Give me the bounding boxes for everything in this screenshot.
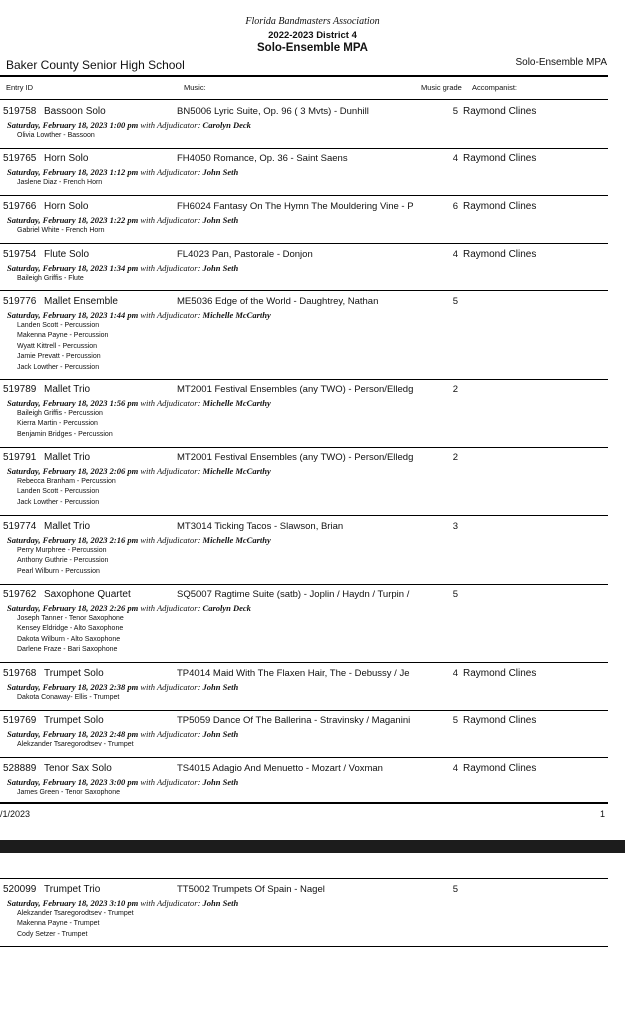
footer-page-number: 1 bbox=[600, 809, 606, 819]
performer: Wyatt Kittrell - Percussion bbox=[17, 342, 98, 350]
schedule-line bbox=[7, 603, 251, 613]
accompanist: Raymond Clines bbox=[463, 715, 537, 726]
performer: Jaslene Diaz - French Horn bbox=[17, 179, 103, 186]
org-name: Florida Bandmasters Association bbox=[245, 16, 380, 27]
schedule-line bbox=[7, 466, 271, 476]
schedule-time: Saturday, February 18, 2023 1:44 pm bbox=[7, 310, 139, 320]
schedule-with: with Adjudicator: bbox=[140, 682, 201, 692]
schedule-time: Saturday, February 18, 2023 1:56 pm bbox=[7, 398, 139, 408]
entry-divider bbox=[0, 148, 608, 149]
music-title: TT5002 Trumpets Of Spain - Nagel bbox=[177, 884, 325, 895]
performer: Rebecca Branham - Percussion bbox=[17, 478, 116, 485]
music-grade: 5 bbox=[452, 589, 458, 600]
music-grade: 5 bbox=[452, 106, 458, 117]
schedule-line bbox=[7, 263, 238, 273]
school-name: Baker County Senior High School bbox=[6, 58, 185, 72]
performer: Cody Setzer - Trumpet bbox=[17, 930, 88, 938]
accompanist: Raymond Clines bbox=[463, 106, 537, 117]
adjudicator-name: Carolyn Deck bbox=[202, 603, 251, 613]
performer: Perry Murphree - Percussion bbox=[17, 547, 107, 554]
entry-id: 528889 bbox=[3, 763, 37, 774]
schedule-with: with Adjudicator: bbox=[140, 167, 201, 177]
entry-divider bbox=[0, 710, 608, 711]
event-name: Solo-Ensemble MPA bbox=[515, 57, 607, 68]
entry-id: 519789 bbox=[3, 384, 37, 395]
entry-divider bbox=[0, 802, 608, 804]
col-accompanist: Accompanist: bbox=[472, 83, 518, 92]
performer: Anthony Guthrie - Percussion bbox=[17, 557, 109, 565]
music-grade: 5 bbox=[452, 715, 458, 726]
entry-divider bbox=[0, 584, 608, 585]
performer: Alekzander Tsaregorodtsev - Trumpet bbox=[17, 910, 134, 917]
performer: Jack Lowther - Percussion bbox=[17, 363, 100, 371]
performer: Gabriel White - French Horn bbox=[17, 227, 105, 234]
adjudicator-name: John Seth bbox=[202, 215, 239, 225]
music-grade: 4 bbox=[452, 249, 458, 260]
schedule-time: Saturday, February 18, 2023 1:00 pm bbox=[7, 120, 139, 130]
performer: Dakota Wilburn - Alto Saxophone bbox=[17, 635, 121, 643]
performer: Jamie Prevatt - Percussion bbox=[17, 353, 101, 361]
entry-type: Saxophone Quartet bbox=[44, 589, 131, 600]
schedule-line bbox=[7, 398, 271, 408]
music-title: FL4023 Pan, Pastorale - Donjon bbox=[177, 249, 313, 260]
schedule-with: with Adjudicator: bbox=[140, 215, 201, 225]
entry-id: 519769 bbox=[3, 715, 37, 726]
music-grade: 2 bbox=[452, 384, 458, 395]
music-grade: 4 bbox=[452, 668, 458, 679]
schedule-line bbox=[7, 729, 238, 739]
adjudicator-name: John Seth bbox=[202, 898, 239, 908]
schedule-time: Saturday, February 18, 2023 2:48 pm bbox=[7, 729, 139, 739]
performer: Jack Lowther - Percussion bbox=[17, 498, 100, 506]
music-title: TP5059 Dance Of The Ballerina - Stravinsky / Maganini bbox=[177, 715, 411, 726]
entry-divider bbox=[0, 946, 608, 947]
entry-type: Trumpet Solo bbox=[44, 715, 104, 726]
performer: Baileigh Griffis - Flute bbox=[17, 275, 84, 282]
entry-type: Mallet Trio bbox=[44, 384, 91, 395]
schedule-line bbox=[7, 535, 271, 545]
entry-id: 519768 bbox=[3, 668, 37, 679]
entry-divider bbox=[0, 290, 608, 291]
footer-date: /1/2023 bbox=[0, 809, 31, 819]
schedule-line bbox=[7, 682, 238, 692]
entry-divider bbox=[0, 447, 608, 448]
entry-divider bbox=[0, 662, 608, 663]
adjudicator-name: John Seth bbox=[202, 729, 239, 739]
schedule-with: with Adjudicator: bbox=[140, 603, 201, 613]
schedule-with: with Adjudicator: bbox=[140, 466, 201, 476]
schedule-line bbox=[7, 167, 238, 177]
music-title: MT2001 Festival Ensembles (any TWO) - Person/Elledg bbox=[177, 384, 414, 395]
adjudicator-name: Michelle McCarthy bbox=[202, 466, 271, 476]
accompanist: Raymond Clines bbox=[463, 668, 537, 679]
entry-id: 520099 bbox=[3, 884, 37, 895]
schedule-line bbox=[7, 898, 238, 908]
schedule-time: Saturday, February 18, 2023 2:26 pm bbox=[7, 603, 139, 613]
performer: Olivia Lowther - Bassoon bbox=[17, 132, 95, 139]
music-grade: 4 bbox=[452, 763, 458, 774]
entry-type: Horn Solo bbox=[44, 153, 89, 164]
music-grade: 5 bbox=[452, 884, 458, 895]
entry-type: Mallet Trio bbox=[44, 521, 91, 532]
entry-type: Horn Solo bbox=[44, 201, 89, 212]
header-rule bbox=[0, 75, 608, 77]
entry-id: 519766 bbox=[3, 201, 37, 212]
entry-type: Flute Solo bbox=[44, 249, 90, 260]
schedule-line bbox=[7, 120, 251, 130]
music-title: FH4050 Romance, Op. 36 - Saint Saens bbox=[177, 153, 348, 164]
performer: Makenna Payne - Percussion bbox=[17, 332, 109, 340]
entry-divider bbox=[0, 195, 608, 196]
accompanist: Raymond Clines bbox=[463, 201, 537, 212]
schedule-with: with Adjudicator: bbox=[140, 535, 201, 545]
adjudicator-name: John Seth bbox=[202, 682, 239, 692]
entry-id: 519758 bbox=[3, 106, 37, 117]
performer: Darlene Fraze - Bari Saxophone bbox=[17, 646, 118, 654]
entry-type: Mallet Trio bbox=[44, 452, 91, 463]
entry-id: 519762 bbox=[3, 589, 37, 600]
schedule-line bbox=[7, 777, 238, 787]
music-grade: 5 bbox=[452, 296, 458, 307]
year-district: 2022-2023 District 4 bbox=[268, 30, 357, 41]
accompanist: Raymond Clines bbox=[463, 153, 537, 164]
performer: Dakota Conaway- Ellis - Trumpet bbox=[17, 694, 120, 701]
music-title: FH6024 Fantasy On The Hymn The Mouldering Vine - P bbox=[177, 201, 414, 212]
performer: Landen Scott - Percussion bbox=[17, 322, 100, 329]
entry-divider bbox=[0, 379, 608, 380]
music-grade: 3 bbox=[452, 521, 458, 532]
col-music: Music: bbox=[184, 83, 206, 92]
adjudicator-name: John Seth bbox=[202, 263, 239, 273]
performer: Kensey Eldridge - Alto Saxophone bbox=[17, 625, 124, 633]
entry-type: Trumpet Solo bbox=[44, 668, 104, 679]
entry-divider bbox=[0, 757, 608, 758]
schedule-time: Saturday, February 18, 2023 2:06 pm bbox=[7, 466, 139, 476]
music-title: TP4014 Maid With The Flaxen Hair, The - Debussy / Je bbox=[177, 668, 410, 679]
adjudicator-name: John Seth bbox=[202, 167, 239, 177]
schedule-time: Saturday, February 18, 2023 2:16 pm bbox=[7, 535, 139, 545]
music-title: TS4015 Adagio And Menuetto - Mozart / Voxman bbox=[177, 763, 383, 774]
schedule-line bbox=[7, 215, 238, 225]
schedule-time: Saturday, February 18, 2023 1:22 pm bbox=[7, 215, 139, 225]
performer: Baileigh Griffis - Percussion bbox=[17, 410, 103, 417]
performer: Joseph Tanner - Tenor Saxophone bbox=[17, 615, 124, 622]
performer: Landen Scott - Percussion bbox=[17, 488, 100, 496]
performer: Pearl Wilburn - Percussion bbox=[17, 567, 100, 575]
performer: James Green - Tenor Saxophone bbox=[17, 789, 120, 796]
entry-type: Bassoon Solo bbox=[44, 106, 106, 117]
schedule-with: with Adjudicator: bbox=[140, 777, 201, 787]
schedule-time: Saturday, February 18, 2023 3:10 pm bbox=[7, 898, 139, 908]
music-grade: 4 bbox=[452, 153, 458, 164]
schedule-with: with Adjudicator: bbox=[140, 729, 201, 739]
col-entry-id: Entry ID bbox=[6, 83, 34, 92]
music-grade: 2 bbox=[452, 452, 458, 463]
schedule-time: Saturday, February 18, 2023 1:34 pm bbox=[7, 263, 139, 273]
entry-type: Tenor Sax Solo bbox=[44, 763, 112, 774]
entry-divider bbox=[0, 243, 608, 244]
schedule-with: with Adjudicator: bbox=[140, 398, 201, 408]
entry-type: Mallet Ensemble bbox=[44, 296, 118, 307]
adjudicator-name: Michelle McCarthy bbox=[202, 535, 271, 545]
entry-id: 519791 bbox=[3, 452, 37, 463]
music-title: SQ5007 Ragtime Suite (satb) - Joplin / Haydn / Turpin / bbox=[177, 589, 410, 600]
column-header-rule bbox=[0, 99, 608, 100]
col-music-grade: Music grade bbox=[421, 83, 462, 92]
schedule-with: with Adjudicator: bbox=[140, 263, 201, 273]
entry-id: 519765 bbox=[3, 153, 37, 164]
performer: Alekzander Tsaregorodtsev - Trumpet bbox=[17, 741, 134, 748]
schedule-with: with Adjudicator: bbox=[140, 120, 201, 130]
adjudicator-name: Michelle McCarthy bbox=[202, 398, 271, 408]
music-title: MT3014 Ticking Tacos - Slawson, Brian bbox=[177, 521, 344, 532]
page-title: Solo-Ensemble MPA bbox=[257, 42, 368, 54]
schedule-with: with Adjudicator: bbox=[140, 898, 201, 908]
performer: Kierra Martin - Percussion bbox=[17, 420, 98, 428]
entry-divider bbox=[0, 878, 608, 879]
entry-id: 519776 bbox=[3, 296, 37, 307]
entry-divider bbox=[0, 515, 608, 516]
page-break-bar bbox=[0, 840, 625, 853]
performer: Benjamin Bridges - Percussion bbox=[17, 430, 113, 438]
accompanist: Raymond Clines bbox=[463, 763, 537, 774]
schedule-time: Saturday, February 18, 2023 1:12 pm bbox=[7, 167, 139, 177]
music-title: BN5006 Lyric Suite, Op. 96 ( 3 Mvts) - Dunhill bbox=[177, 106, 369, 117]
schedule-with: with Adjudicator: bbox=[140, 310, 201, 320]
adjudicator-name: Carolyn Deck bbox=[202, 120, 251, 130]
entry-type: Trumpet Trio bbox=[44, 884, 101, 895]
schedule-time: Saturday, February 18, 2023 3:00 pm bbox=[7, 777, 139, 787]
music-title: MT2001 Festival Ensembles (any TWO) - Person/Elledg bbox=[177, 452, 414, 463]
adjudicator-name: Michelle McCarthy bbox=[202, 310, 271, 320]
entry-id: 519754 bbox=[3, 249, 37, 260]
music-grade: 6 bbox=[452, 201, 458, 212]
music-title: ME5036 Edge of the World - Daughtrey, Nathan bbox=[177, 296, 379, 307]
adjudicator-name: John Seth bbox=[202, 777, 239, 787]
accompanist: Raymond Clines bbox=[463, 249, 537, 260]
schedule-line bbox=[7, 310, 271, 320]
performer: Makenna Payne - Trumpet bbox=[17, 920, 100, 928]
schedule-time: Saturday, February 18, 2023 2:38 pm bbox=[7, 682, 139, 692]
entry-id: 519774 bbox=[3, 521, 37, 532]
